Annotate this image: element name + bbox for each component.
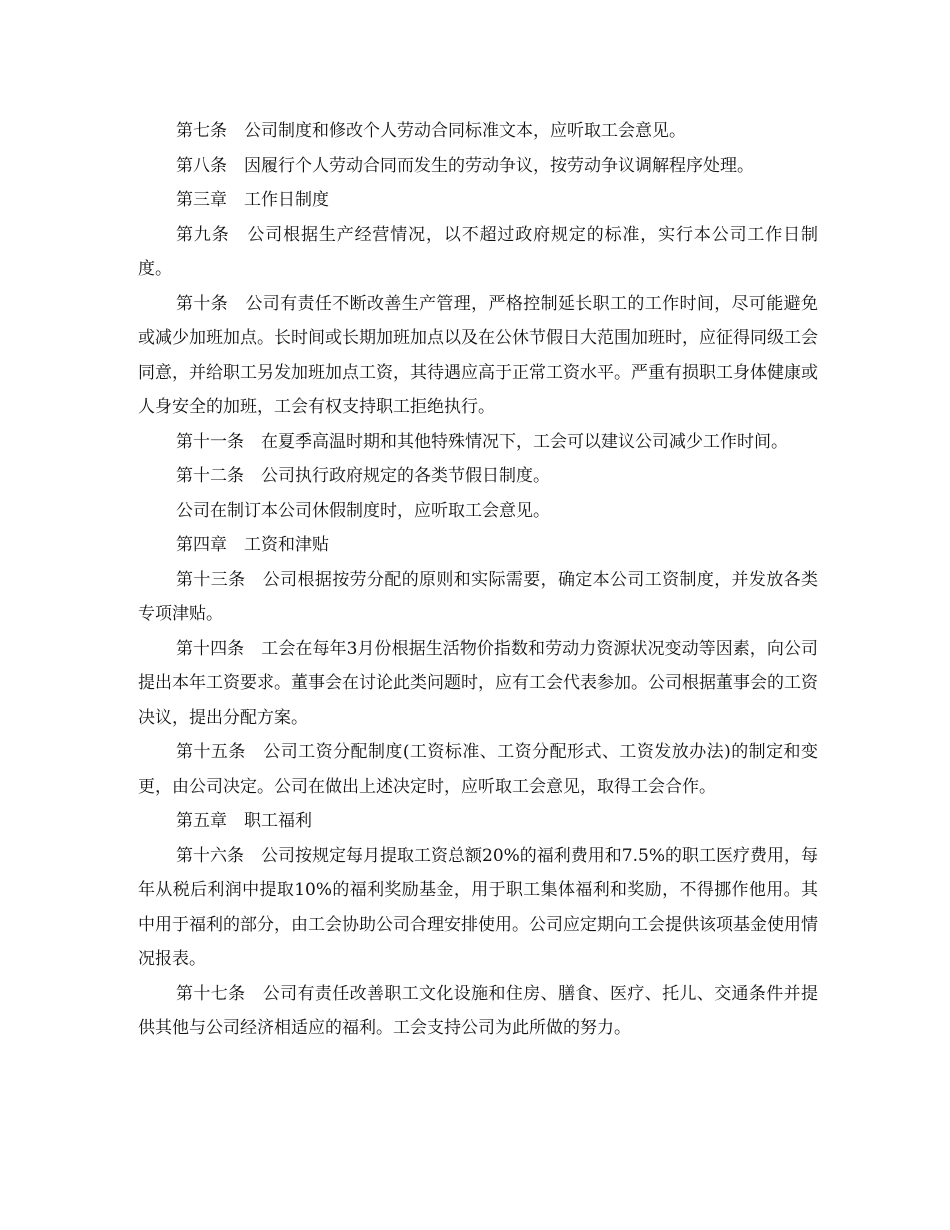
article-12: 第十二条 公司执行政府规定的各类节假日制度。: [176, 466, 550, 486]
article-17: 第十七条 公司有责任改善职工文化设施和住房、膳食、医疗、托儿、交通条件并提供其他与公司经济相适应的福利。工会支持公司为此所做的努力。: [138, 983, 818, 1038]
article-15: 第十五条 公司工资分配制度(工资标准、工资分配形式、工资发放办法)的制定和变更，由公司决定。公司在做出上述决定时，应听取工会意见，取得工会合作。: [138, 742, 818, 797]
article-11: 第十一条 在夏季高温时期和其他特殊情况下，工会可以建议公司减少工作时间。: [176, 431, 788, 452]
article-9: 第九条 公司根据生产经营情况，以不超过政府规定的标准，实行本公司工作日制度。: [138, 224, 818, 279]
article-12-continued: 公司在制订本公司休假制度时，应听取工会意见。: [176, 500, 550, 521]
document-body: [138, 114, 818, 1046]
article-16: 第十六条 公司按规定每月提取工资总额20%的福利费用和7.5%的职工医疗费用，每年从税后利润中提取10%的福利奖励基金，用于职工集体福利和奖励，不得挪作他用。其中用于福利的部分，由工会协助公司合理安排使用。公司应定期向工会提供该项基金使用情况报表。: [138, 845, 818, 969]
article-13: 第十三条 公司根据按劳分配的原则和实际需要，确定本公司工资制度，并发放各类专项津贴。: [138, 569, 818, 624]
chapter-4-heading: 第四章 工资和津贴: [176, 535, 329, 555]
article-10: 第十条 公司有责任不断改善生产管理，严格控制延长职工的工作时间，尽可能避免或减少加班加点。长时间或长期加班加点以及在公休节假日大范围加班时，应征得同级工会同意，并给职工另发加班加点工资，其待遇应高于正常工资水平。严重有损职工身体健康或人身安全的加班，工会有权支持职工拒绝执行。: [138, 293, 818, 417]
article-14: 第十四条 工会在每年3月份根据生活物价指数和劳动力资源状况变动等因素，向公司提出本年工资要求。董事会在讨论此类问题时，应有工会代表参加。公司根据董事会的工资决议，提出分配方案。: [138, 638, 818, 728]
chapter-3-heading: 第三章 工作日制度: [176, 190, 329, 210]
article-7: 第七条 公司制度和修改个人劳动合同标准文本，应听取工会意见。: [176, 121, 686, 141]
article-8: 第八条 因履行个人劳动合同而发生的劳动争议，按劳动争议调解程序处理。: [176, 155, 754, 176]
chapter-5-heading: 第五章 职工福利: [176, 811, 312, 831]
